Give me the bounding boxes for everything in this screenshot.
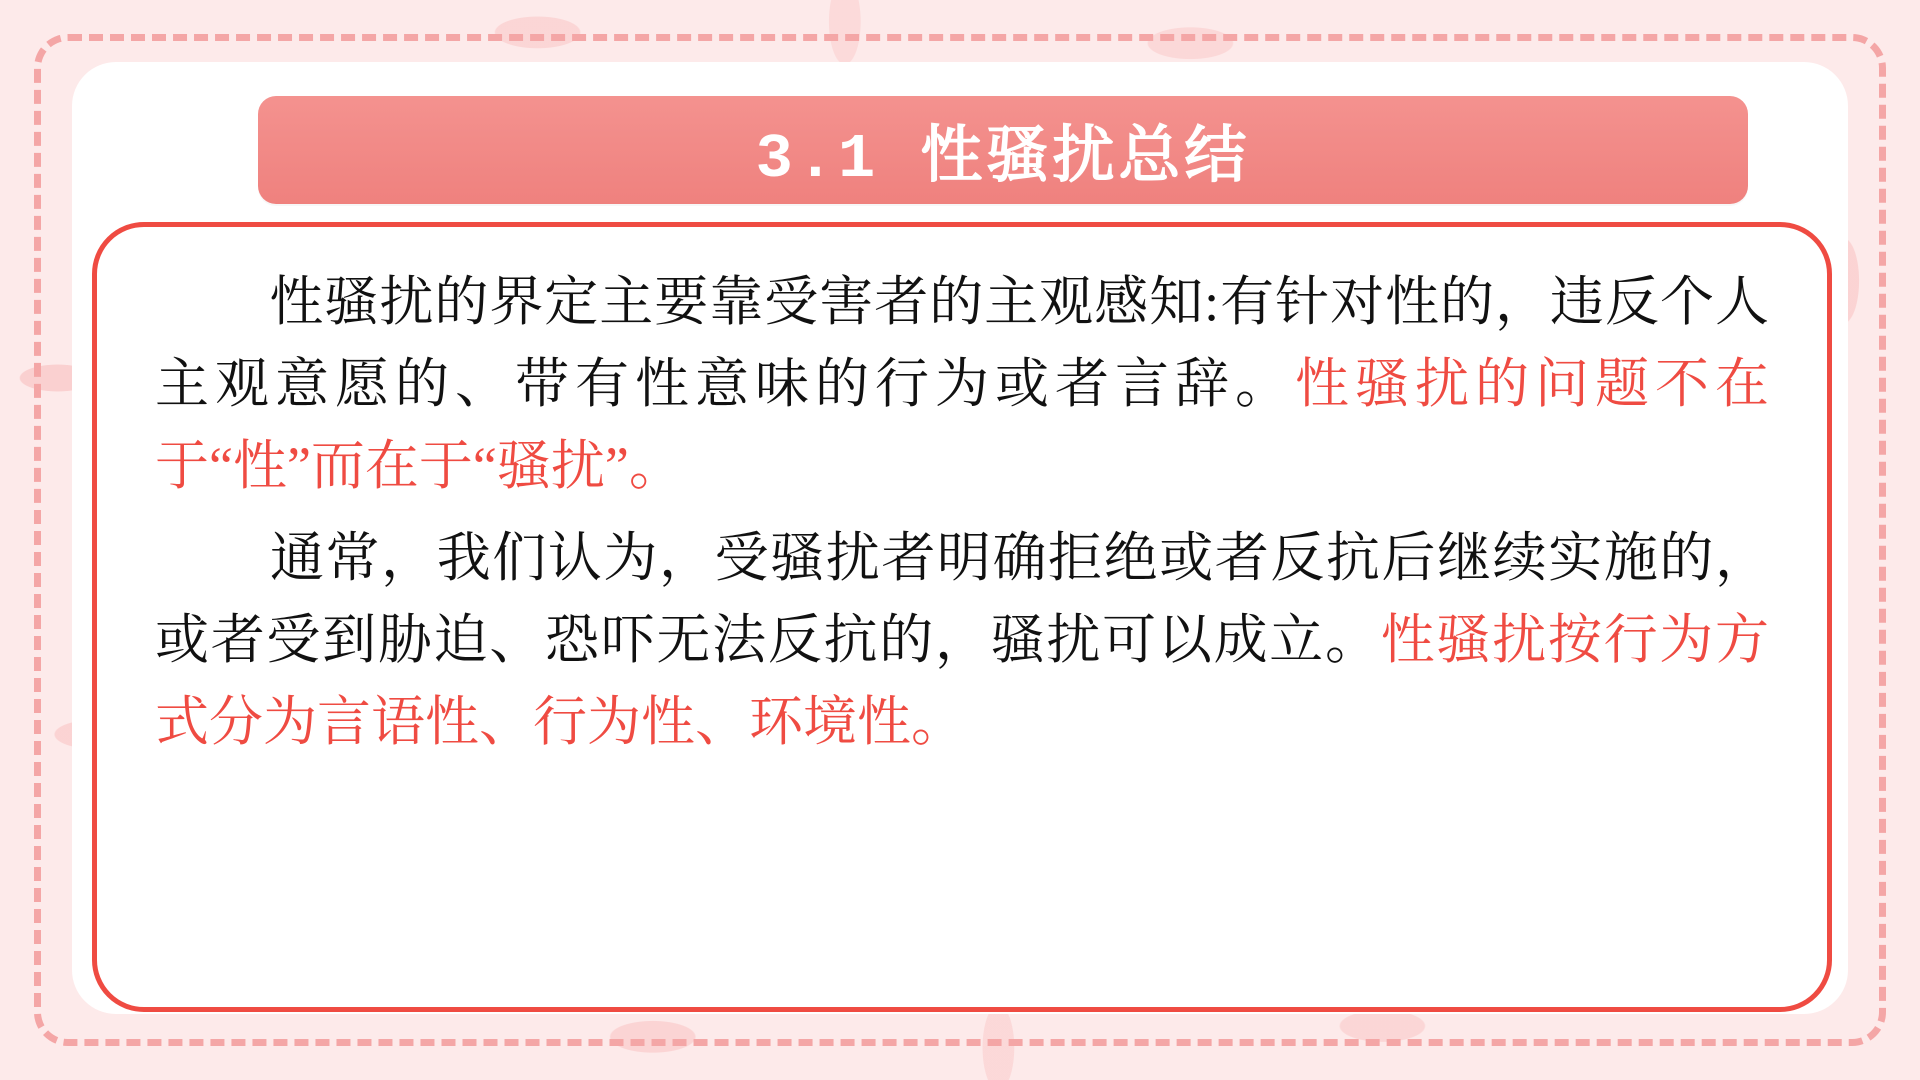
body-panel: [92, 222, 1832, 1012]
paragraph-2: [155, 517, 1769, 763]
paragraph-2-text-plain: 通常，我们认为，受骚扰者明确拒绝或者反抗后继续实施的，或者受到胁迫、恐吓无法反抗的，骚扰可以成立。: [155, 528, 1769, 671]
paragraph-1-text-plain: 性骚扰的界定主要靠受害者的主观感知:有针对性的，违反个人主观意愿的、带有性意味的行为或者言辞。: [155, 272, 1769, 415]
paragraph-2-text-highlight: 性骚扰按行为方式分为言语性、行为性、环境性。: [155, 610, 1770, 753]
title-banner: [258, 96, 1748, 204]
paragraph-1-text-highlight: 性骚扰的问题不在于“性”而在于“骚扰”。: [155, 354, 1769, 497]
paragraph-1: [155, 261, 1769, 507]
page-title: 3.1 性骚扰总结: [755, 124, 1251, 195]
